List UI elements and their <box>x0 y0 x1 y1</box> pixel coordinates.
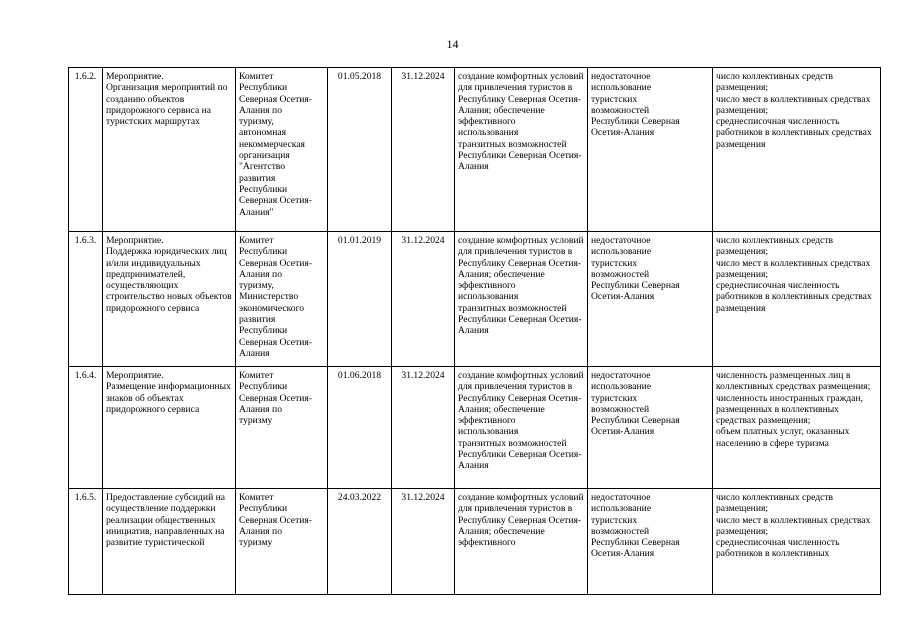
responsible-executor: Комитет Республики Северная Осетия- Алания по туризму <box>236 489 328 595</box>
end-date: 31.12.2024 <box>392 367 455 489</box>
expected-result: создание комфортных условий для привлечения туристов в Республику Северная Осетия-Алания; обеспечение эффективного использования транзитных возможностей Республики Северная Осетия-Алания <box>455 232 588 367</box>
start-date: 24.03.2022 <box>328 489 392 595</box>
responsible-executor: Комитет Республики Северная Осетия- Алания по туризму <box>236 367 328 489</box>
related-indicators: численность размещенных лиц в коллективных средствах размещения; численность иностранных граждан, размещенных в коллективных средствах размещения; объем платных услуг, оказанных населению в сфере туризма <box>713 367 881 489</box>
table-row <box>69 489 881 595</box>
non-implementation-consequences: недостаточное использование туристских возможностей Республики Северная Осетия-Алания <box>588 367 713 489</box>
end-date: 31.12.2024 <box>392 489 455 595</box>
activities-table <box>68 67 881 595</box>
page-number: 14 <box>446 37 459 51</box>
row-number: 1.6.4. <box>69 367 103 489</box>
table-row <box>69 367 881 489</box>
activity-title: Предоставление субсидий на осуществление поддержки реализации общественных инициатив, направленных на развитие туристической <box>103 489 236 595</box>
end-date: 31.12.2024 <box>392 232 455 367</box>
activity-title: Мероприятие. Размещение информационных знаков об объектах придорожного сервиса <box>103 367 236 489</box>
non-implementation-consequences: недостаточное использование туристских возможностей Республики Северная Осетия-Алания <box>588 232 713 367</box>
responsible-executor: Комитет Республики Северная Осетия- Алания по туризму, Министерство экономического развития Республики Северная Осетия- Алания <box>236 232 328 367</box>
end-date: 31.12.2024 <box>392 68 455 232</box>
start-date: 01.01.2019 <box>328 232 392 367</box>
non-implementation-consequences: недостаточное использование туристских возможностей Республики Северная Осетия-Алания <box>588 489 713 595</box>
expected-result: создание комфортных условий для привлечения туристов в Республику Северная Осетия-Алания; обеспечение эффективного использования транзитных возможностей Республики Северная Осетия-Алания <box>455 367 588 489</box>
related-indicators: число коллективных средств размещения; число мест в коллективных средствах размещения; среднесписочная численность работников в коллективных средствах размещения <box>713 68 881 232</box>
expected-result: создание комфортных условий для привлечения туристов в Республику Северная Осетия-Алания; обеспечение эффективного использования транзитных возможностей Республики Северная Осетия-Алания <box>455 68 588 232</box>
related-indicators: число коллективных средств размещения; число мест в коллективных средствах размещения; среднесписочная численность работников в коллективных средствах размещения <box>713 232 881 367</box>
table-row <box>69 232 881 367</box>
related-indicators: число коллективных средств размещения; число мест в коллективных средствах размещения; среднесписочная численность работников в коллективных <box>713 489 881 595</box>
expected-result: создание комфортных условий для привлечения туристов в Республику Северная Осетия-Алания; обеспечение эффективного <box>455 489 588 595</box>
responsible-executor: Комитет Республики Северная Осетия- Алания по туризму, автономная некоммерческая организация "Агентство развития Республики Северная Осетия- Алания" <box>236 68 328 232</box>
row-number: 1.6.3. <box>69 232 103 367</box>
start-date: 01.06.2018 <box>328 367 392 489</box>
non-implementation-consequences: недостаточное использование туристских возможностей Республики Северная Осетия-Алания <box>588 68 713 232</box>
row-number: 1.6.2. <box>69 68 103 232</box>
activity-title: Мероприятие. Организация мероприятий по созданию объектов придорожного сервиса на туристских маршрутах <box>103 68 236 232</box>
start-date: 01.05.2018 <box>328 68 392 232</box>
row-number: 1.6.5. <box>69 489 103 595</box>
table-row <box>69 68 881 232</box>
activity-title: Мероприятие. Поддержка юридических лиц и/или индивидуальных предпринимателей, осуществляющих строительство новых объектов придорожного сервиса <box>103 232 236 367</box>
